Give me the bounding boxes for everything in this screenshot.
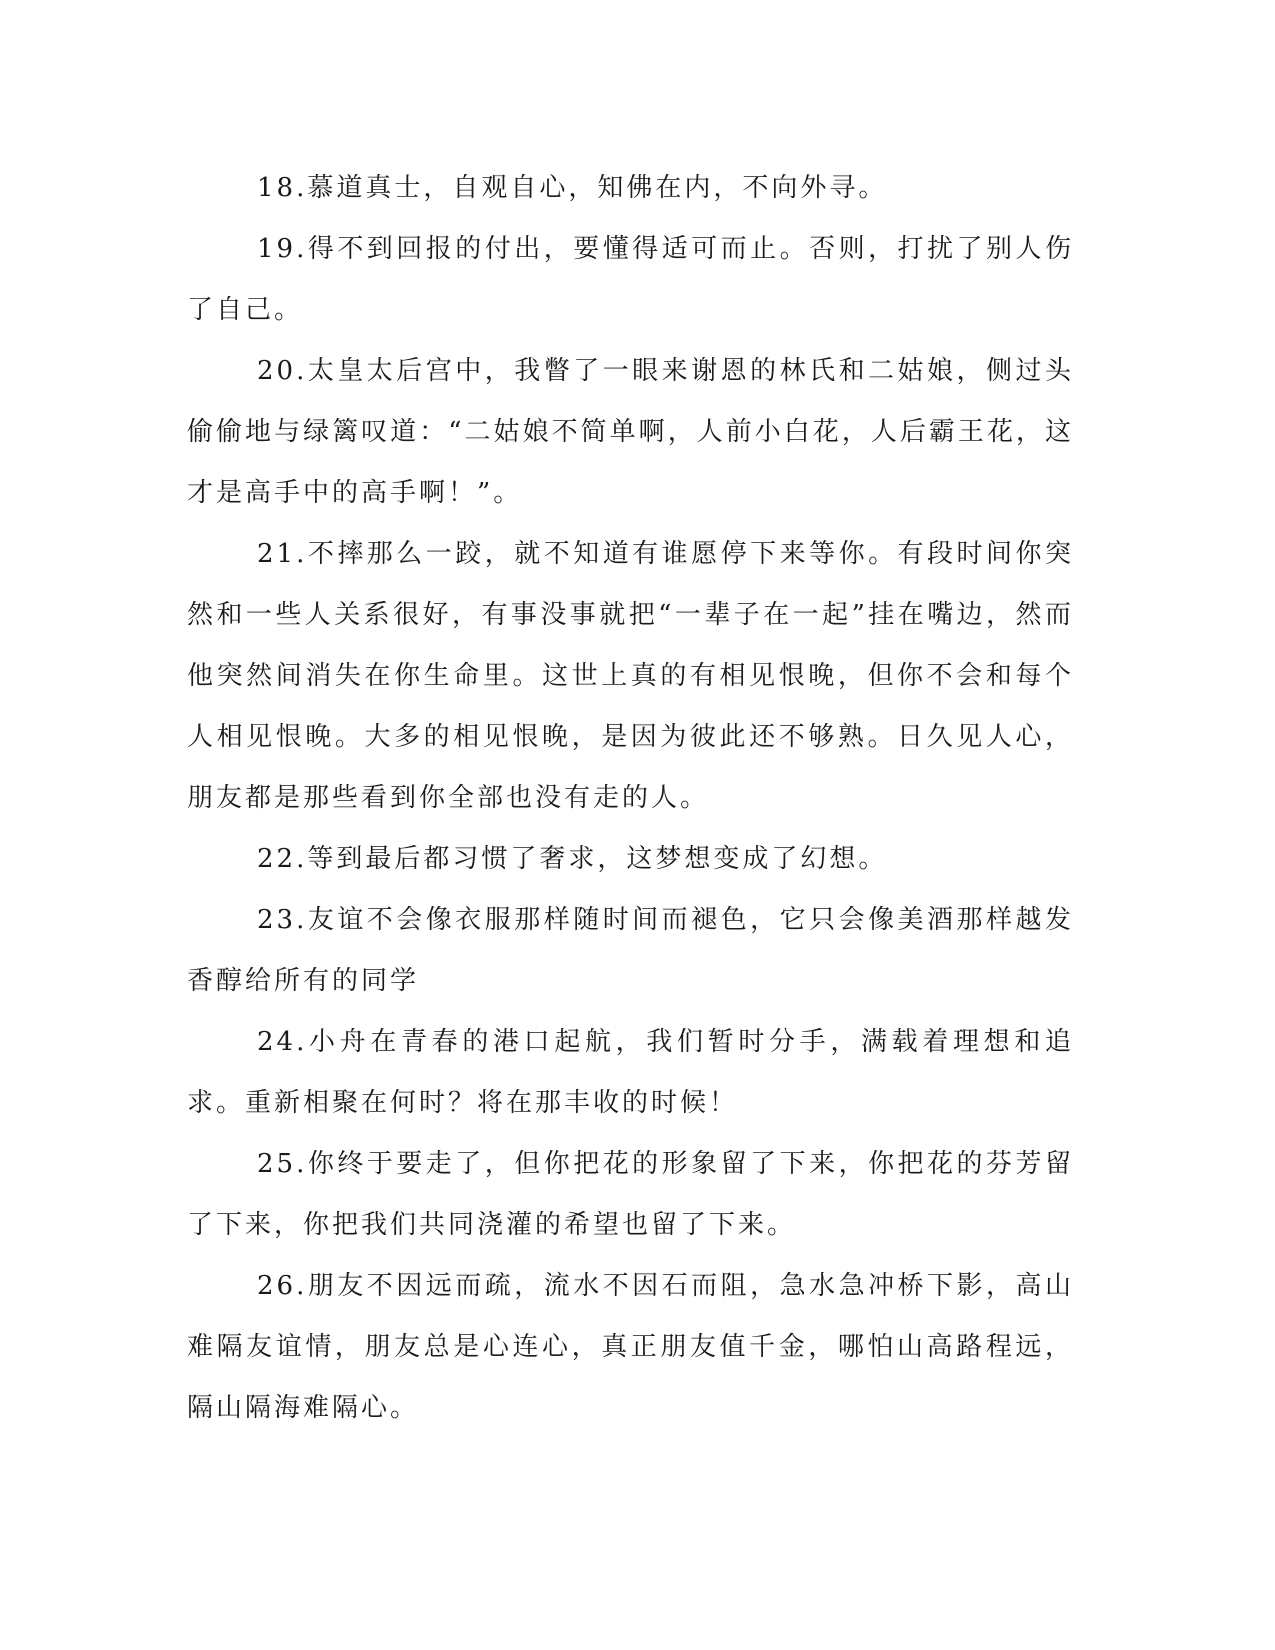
paragraph-23: 23.友谊不会像衣服那样随时间而褪色，它只会像美酒那样越发香醇给所有的同学 bbox=[187, 905, 1074, 996]
paragraph-21: 21.不摔那么一跤，就不知道有谁愿停下来等你。有段时间你突然和一些人关系很好，有事没事就把“一辈子在一起”挂在嘴边，然而他突然间消失在你生命里。这世上真的有相见恨晚，但你不会和每个人相见恨晚。大多的相见恨晚，是因为彼此还不够熟。日久见人心，朋友都是那些看到你全部也没有走的人。 bbox=[187, 539, 1074, 813]
paragraph-19: 19.得不到回报的付出，要懂得适可而止。否则，打扰了别人伤了自己。 bbox=[187, 234, 1074, 325]
paragraph-22: 22.等到最后都习惯了奢求，这梦想变成了幻想。 bbox=[257, 844, 888, 874]
paragraph-24: 24.小舟在青春的港口起航，我们暂时分手，满载着理想和追求。重新相聚在何时？将在那丰收的时候！ bbox=[187, 1027, 1074, 1118]
paragraph-25: 25.你终于要走了，但你把花的形象留了下来，你把花的芬芳留了下来，你把我们共同浇灌的希望也留了下来。 bbox=[187, 1149, 1074, 1240]
paragraph-20: 20.太皇太后宫中，我瞥了一眼来谢恩的林氏和二姑娘，侧过头偷偷地与绿篱叹道：“二姑娘不简单啊，人前小白花，人后霸王花，这才是高手中的高手啊！”。 bbox=[187, 356, 1074, 508]
paragraph-26: 26.朋友不因远而疏，流水不因石而阻，急水急冲桥下影，高山难隔友谊情，朋友总是心连心，真正朋友值千金，哪怕山高路程远，隔山隔海难隔心。 bbox=[187, 1271, 1074, 1423]
paragraph-18: 18.慕道真士，自观自心，知佛在内，不向外寻。 bbox=[257, 173, 888, 203]
document-body bbox=[187, 158, 1074, 1439]
